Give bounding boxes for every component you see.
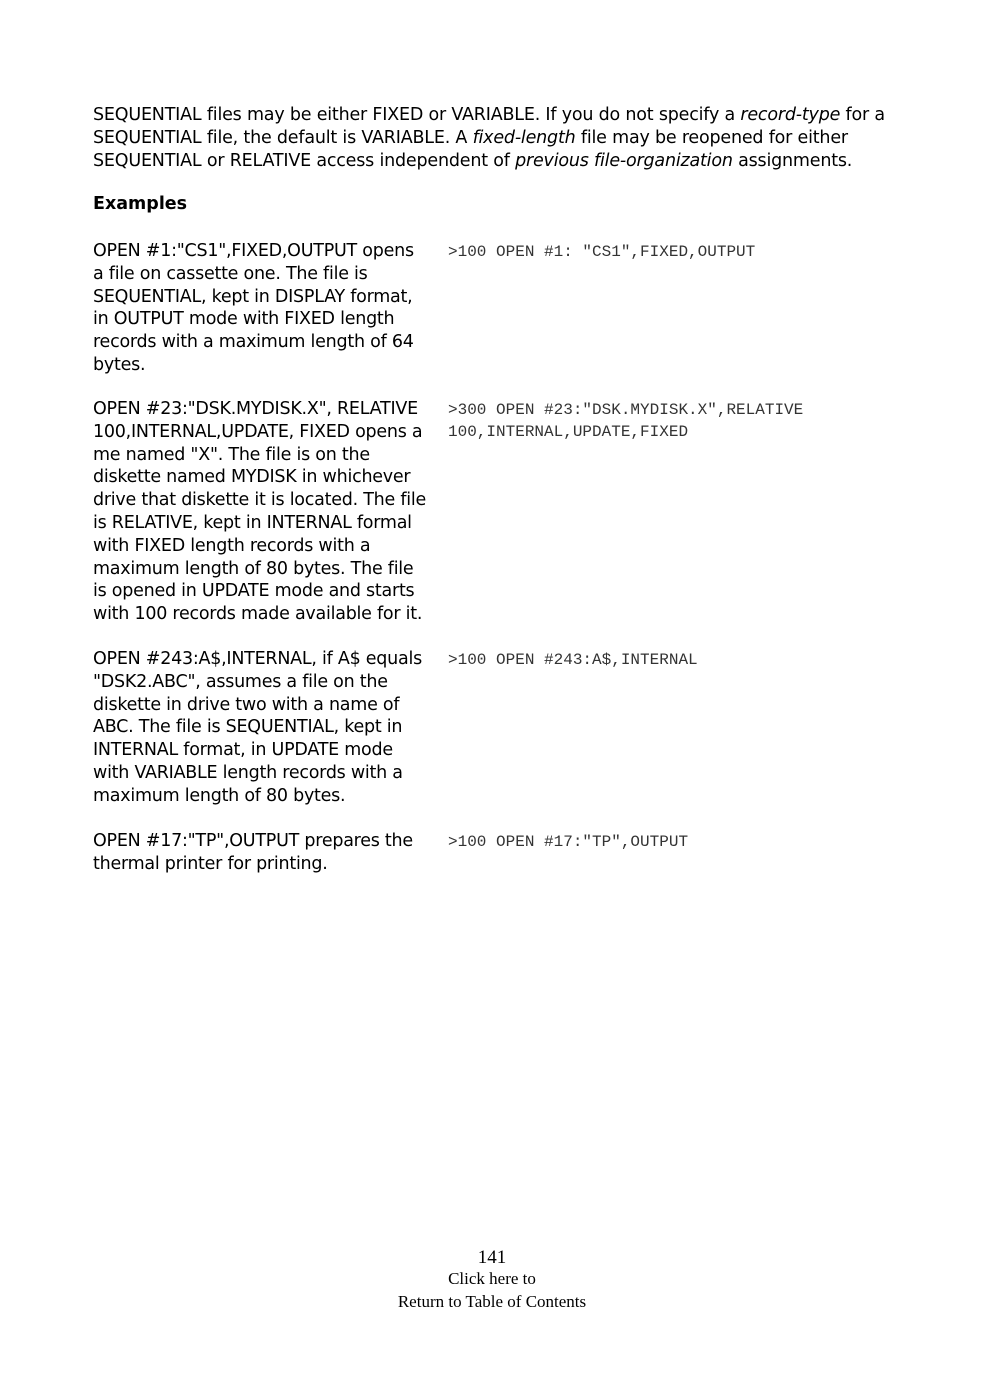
toc-link-line-2[interactable]: Return to Table of Contents bbox=[397, 1292, 587, 1311]
intro-text-3: file may be reopened for either SEQUENTIAL or RELATIVE access independent of bbox=[93, 128, 848, 171]
example-4-description: OPEN #17:"TP",OUTPUT prepares the thermal printer for printing. bbox=[93, 831, 413, 874]
toc-link-line-1[interactable]: Click here to bbox=[448, 1269, 536, 1288]
example-1-description: OPEN #1:"CS1",FIXED,OUTPUT opens a file on cassette one. The file is SEQUENTIAL, kept in DISPLAY format, in OUTPUT mode with FIXED length records with a maximum length of 64 bytes. bbox=[93, 241, 414, 375]
example-1-code: >100 OPEN #1: "CS1",FIXED,OUTPUT bbox=[448, 243, 756, 261]
intro-emphasis-fixed-length: fixed-length bbox=[472, 128, 576, 148]
example-3-code: >100 OPEN #243:A$,INTERNAL bbox=[448, 651, 698, 669]
intro-text-1: SEQUENTIAL files may be either FIXED or VARIABLE. If you do not specify a bbox=[93, 105, 741, 125]
intro-emphasis-record-type: record-type bbox=[740, 105, 841, 125]
intro-emphasis-file-organization: previous file-organization bbox=[515, 151, 733, 171]
page-number: 141 bbox=[477, 1247, 507, 1268]
intro-text-4: assignments. bbox=[732, 151, 853, 171]
intro-text-2: for a SEQUENTIAL file, the default is VARIABLE. A bbox=[93, 105, 885, 148]
example-2-code: >300 OPEN #23:"DSK.MYDISK.X",RELATIVE 100,INTERNAL,UPDATE,FIXED bbox=[448, 401, 804, 441]
example-2-description: OPEN #23:"DSK.MYDISK.X", RELATIVE 100,INTERNAL,UPDATE, FIXED opens a me named "X". The file is on the diskette named MYDISK in whichever drive that diskette it is located. The file is RELATIVE, kept in INTERNAL formal with FIXED length records with a maximum length of 80 bytes. The file is opened in UPDATE mode and starts with 100 records made available for it. bbox=[93, 399, 426, 625]
intro-paragraph bbox=[93, 104, 893, 173]
example-3-description: OPEN #243:A$,INTERNAL, if A$ equals "DSK2.ABC", assumes a file on the diskette in drive two with a name of ABC. The file is SEQUENTIAL, kept in INTERNAL format, in UPDATE mode with VARIABLE length records with a maximum length of 80 bytes. bbox=[93, 649, 422, 806]
example-4-code: >100 OPEN #17:"TP",OUTPUT bbox=[448, 833, 689, 851]
examples-heading: Examples bbox=[93, 194, 188, 214]
